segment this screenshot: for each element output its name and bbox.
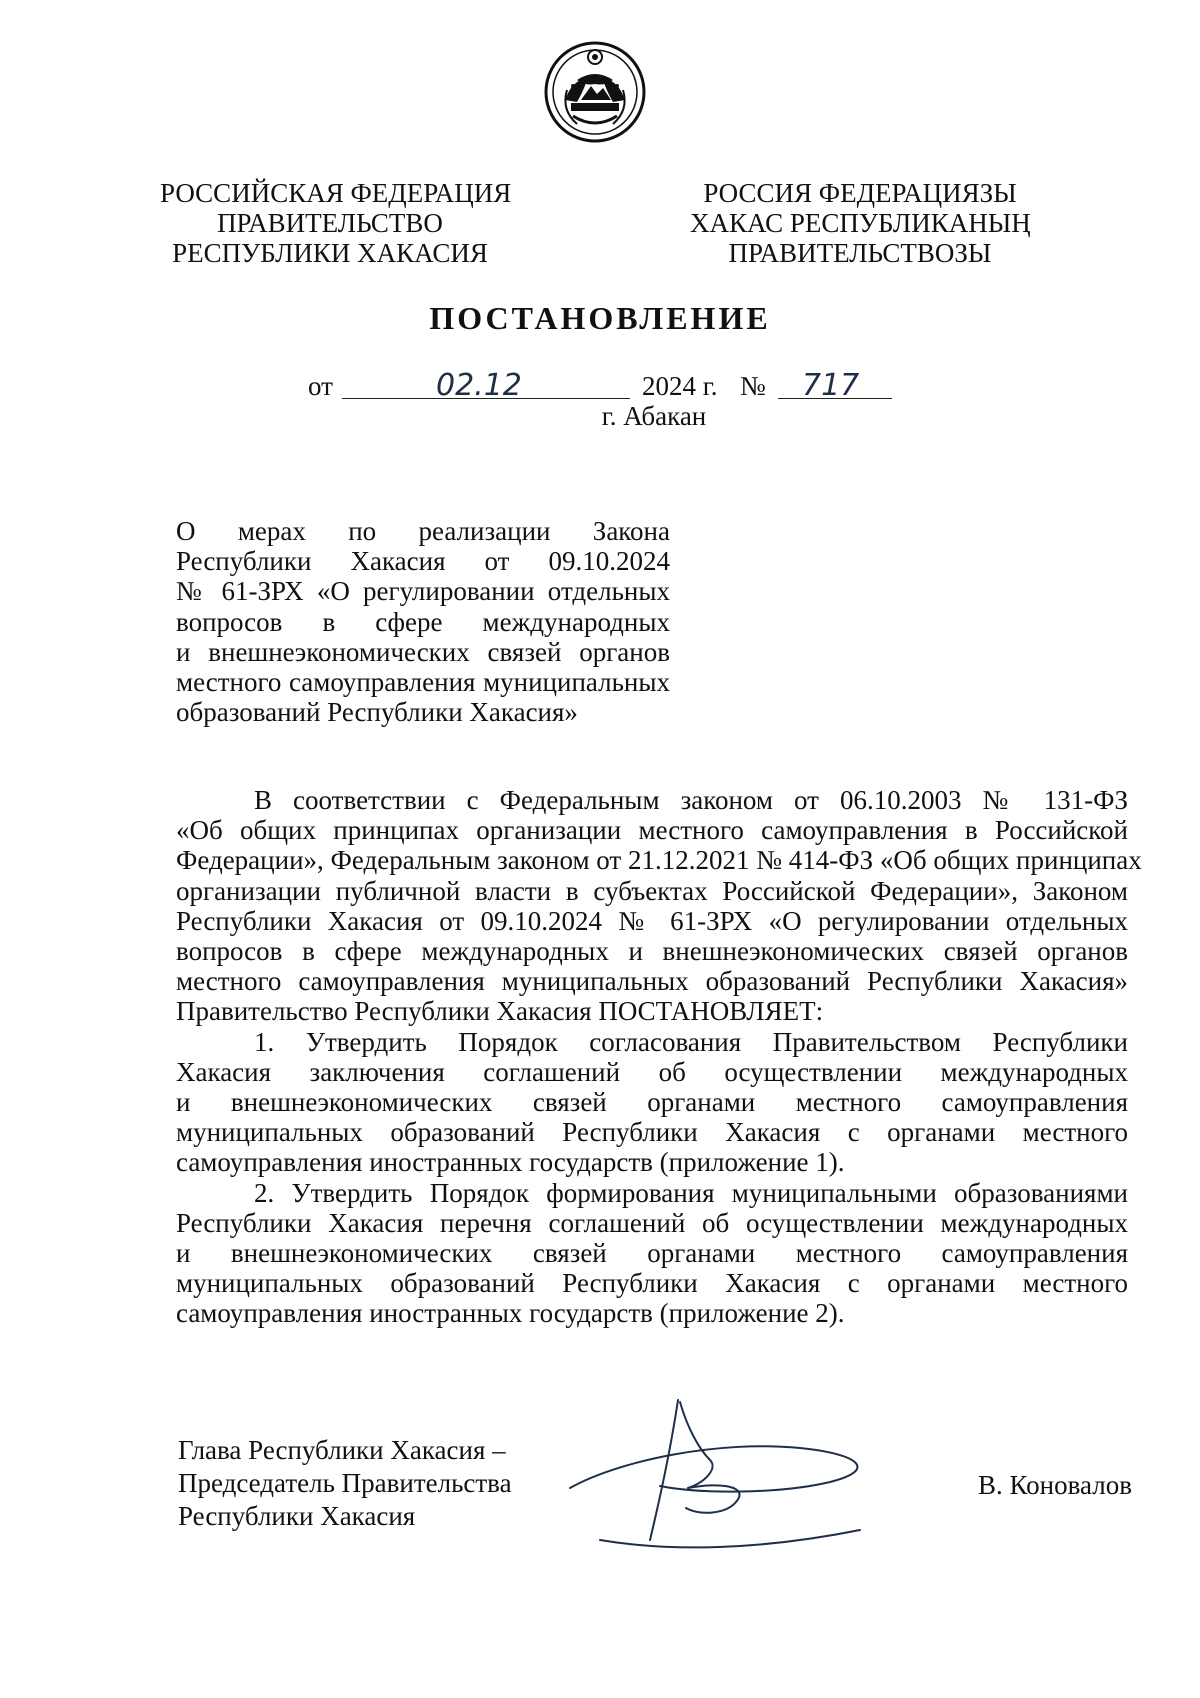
item-1-line: муниципальных образований Республики Хакасия с органами местного: [176, 1117, 1128, 1148]
item-2-line: самоуправления иностранных государств (приложение 2).: [176, 1298, 845, 1329]
document-type-title: ПОСТАНОВЛЕНИЕ: [429, 300, 771, 336]
item-1-line: и внешнеэкономических связей органами местного самоуправления: [176, 1087, 1128, 1118]
khakassia-coat-of-arms-icon: [543, 40, 647, 144]
signatory-position-line: Республики Хакасия: [178, 1501, 416, 1531]
header-right-line: ПРАВИТЕЛЬСТВОЗЫ: [728, 238, 992, 268]
header-left: [160, 178, 512, 268]
item-1-line: 1. Утвердить Порядок согласования Правительством Республики: [254, 1026, 1128, 1057]
handwritten-date: 02.12: [436, 368, 522, 403]
subject-line: местного самоуправления муниципальных: [176, 667, 670, 698]
item-2-line: Республики Хакасия перечня соглашений об осуществлении международных: [176, 1207, 1128, 1238]
header-right-line: РОССИЯ ФЕДЕРАЦИЯЗЫ: [703, 178, 1017, 208]
preamble-line: Республики Хакасия от 09.10.2024 № 61-ЗРХ «О регулировании отдельных: [176, 905, 1128, 936]
item-2-line: 2. Утвердить Порядок формирования муниципальными образованиями: [254, 1177, 1128, 1208]
signatory-position-line: Председатель Правительства: [178, 1468, 512, 1498]
city-name: г. Абакан: [601, 401, 707, 431]
signatory-position: [178, 1434, 538, 1533]
preamble-line: местного самоуправления муниципальных образований Республики Хакасия»: [176, 966, 1128, 997]
subject-line: и внешнеэкономических связей органов: [176, 636, 670, 667]
subject-line: О мерах по реализации Закона: [176, 516, 670, 546]
signatory-position-line: Глава Республики Хакасия –: [178, 1435, 506, 1465]
preamble-line: «Об общих принципах организации местного самоуправления в Российской: [176, 815, 1128, 846]
subject-line: образований Республики Хакасия»: [176, 697, 578, 728]
header-right: [690, 178, 1030, 268]
item-2-line: муниципальных образований Республики Хакасия с органами местного: [176, 1268, 1128, 1299]
number-label: №: [740, 371, 766, 401]
document-body: [176, 785, 1142, 1329]
handwritten-number: 717: [802, 368, 860, 403]
item-2-line: и внешнеэкономических связей органами местного самоуправления: [176, 1238, 1128, 1269]
subject-line: вопросов в сфере международных: [176, 606, 670, 637]
signatory-name: В. Коновалов: [978, 1470, 1132, 1500]
date-number-line: [308, 368, 908, 404]
header-left-line: РЕСПУБЛИКИ ХАКАСИЯ: [172, 238, 488, 268]
preamble-line: В соответствии с Федеральным законом от 06.10.2003 № 131-ФЗ: [254, 785, 1128, 815]
item-1-line: Хакасия заключения соглашений об осуществлении международных: [176, 1056, 1128, 1087]
header-left-line: ПРАВИТЕЛЬСТВО: [217, 208, 443, 238]
subject-line: № 61-ЗРХ «О регулировании отдельных: [176, 576, 670, 607]
preamble-line: организации публичной власти в субъектах Российской Федерации», Законом: [176, 875, 1128, 906]
handwritten-signature-icon: [560, 1390, 890, 1570]
header-right-line: ХАКАС РЕСПУБЛИКАНЫҢ: [690, 208, 1031, 238]
header-left-line: РОССИЙСКАЯ ФЕДЕРАЦИЯ: [160, 178, 512, 208]
subject-line: Республики Хакасия от 09.10.2024: [176, 546, 670, 577]
document-subject: [176, 516, 670, 727]
year-text: 2024 г.: [642, 371, 718, 401]
preamble-line: вопросов в сфере международных и внешнеэкономических связей органов: [176, 936, 1128, 967]
date-prefix: от: [308, 371, 333, 401]
preamble-line: Правительство Республики Хакасия ПОСТАНОВЛЯЕТ:: [176, 996, 824, 1027]
item-1-line: самоуправления иностранных государств (приложение 1).: [176, 1147, 845, 1178]
preamble-line: Федерации», Федеральным законом от 21.12.2021 № 414-ФЗ «Об общих принципах: [176, 845, 1142, 876]
